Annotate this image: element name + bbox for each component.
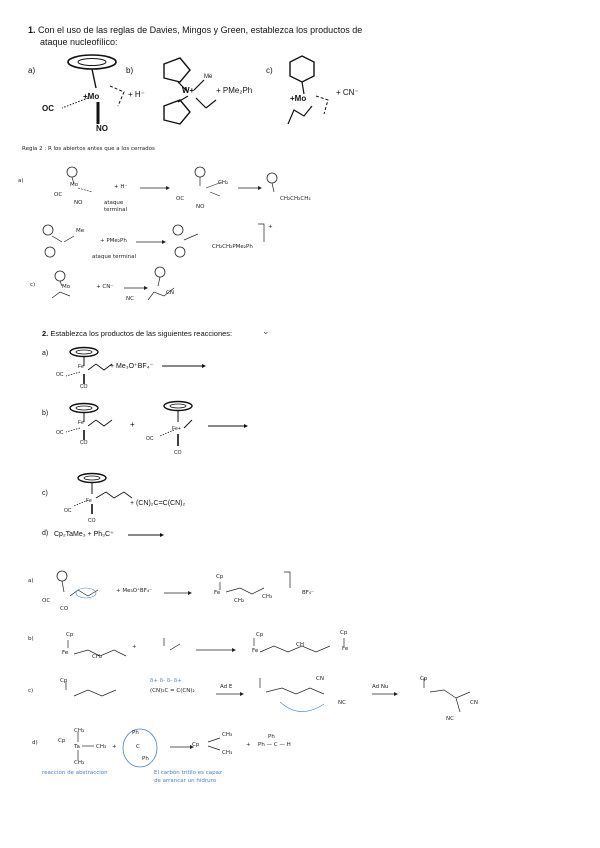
molecule-2c-fe: Fe	[86, 498, 92, 504]
notes-2c-cn-1: CN	[316, 676, 324, 682]
notes-1a-oc: OC	[54, 192, 63, 198]
notes-2b-reagent	[150, 634, 190, 664]
notes-2d-prod-cp: Cp	[192, 742, 200, 748]
problem-1-line1: Con el uso de las reglas de Davies, Mingos y Green, establezca los productos de	[38, 25, 363, 35]
notes-2c-arrow-2	[372, 691, 398, 697]
notes-2a-arrow	[164, 590, 192, 596]
notes-2a-label: a)	[28, 578, 34, 584]
notes-2b-plus: +	[132, 644, 137, 650]
notes-1a-no: NO	[74, 200, 83, 206]
notes-1c-reagent: + CN⁻	[96, 284, 114, 290]
notes-2a-oc: OC	[42, 598, 51, 604]
notes-1a-prod-no: NO	[196, 204, 205, 210]
notes-2a-reactant	[44, 570, 124, 610]
notes-1b-me: Me	[76, 228, 85, 234]
molecule-1b-me: Me	[204, 74, 213, 80]
molecule-1c-mo: +Mo	[290, 94, 307, 103]
problem-1-line2: ataque nucleofílico:	[40, 37, 118, 47]
notes-1a-arrow	[140, 185, 170, 191]
problem-1a-label: a)	[28, 66, 36, 75]
molecule-1c-reagent: + CN⁻	[336, 88, 359, 97]
notes-2d-c: C	[136, 744, 140, 750]
notes-2d-note-right-2: de arrancar un hidruro	[154, 778, 217, 784]
notes-1a-prod-ch2: CH₂	[218, 180, 229, 186]
problem-2d-label: d)	[42, 530, 49, 537]
notes-1a-product-1	[186, 166, 236, 206]
notes-2b-prod-fe: Fe	[252, 648, 259, 654]
molecule-1a-no: NO	[96, 124, 108, 133]
notes-2b-prod-ch: CH	[296, 642, 304, 648]
notes-2c-nc-1: NC	[338, 700, 346, 706]
chevron-down-icon[interactable]: ⌄	[262, 326, 270, 336]
notes-2a-co: CO	[60, 606, 69, 612]
problem-1b-label: b)	[126, 66, 134, 75]
notes-2a-bracket	[284, 572, 294, 590]
notes-1c-prod-nc: NC	[126, 296, 134, 302]
notes-2c-above: δ+ δ- δ- δ+	[150, 678, 182, 684]
problem-1-statement	[28, 24, 373, 48]
notes-2a-prod-ch2: CH₂	[234, 598, 245, 604]
molecule-1a-mo: +Mo	[83, 92, 100, 101]
notes-2b-prod-cp: Cp	[256, 632, 264, 638]
notes-2d-prod-ph-top: Ph	[268, 734, 275, 740]
notes-1b-caption: ataque terminal	[92, 254, 136, 260]
notes-2b-arrow	[196, 647, 236, 653]
problem-2d-text: Cp₂TaMe₃ + Ph₃C⁺	[54, 531, 114, 538]
notes-1a-mo: Mo	[70, 182, 79, 188]
molecule-1a-oc: OC	[42, 104, 54, 113]
notes-2c-arrow-1	[216, 691, 244, 697]
notes-2d-label: d)	[32, 740, 38, 746]
notes-2d-ch3-bottom: CH₃	[74, 760, 85, 766]
notes-2b-fe: Fe	[62, 650, 69, 656]
notes-2a-prod-ch3: CH₃	[262, 594, 273, 600]
molecule-2a-fe: Fe	[78, 364, 84, 370]
notes-2b-cp: Cp	[66, 632, 74, 638]
problem-1c-label: c)	[266, 66, 273, 75]
notes-2c-label: c)	[28, 688, 34, 694]
problem-1-number: 1.	[28, 25, 36, 35]
problem-2a-reagent: + Me₃O⁺BF₄⁻	[110, 363, 154, 370]
notes-2d-prod-plus: +	[246, 742, 251, 748]
notes-2c-reagent: (CN)₂C = C(CN)₂	[150, 688, 195, 694]
notes-2c-cn-2: CN	[470, 700, 478, 706]
molecule-2c-structure	[66, 470, 146, 526]
notes-1a-arrow-2	[238, 185, 262, 191]
notes-1a-prod-oc: OC	[176, 196, 185, 202]
problem-2-statement	[42, 328, 232, 340]
notes-2d-prod-ch3-1: CH₃	[222, 732, 233, 738]
notes-2d-product	[192, 732, 242, 762]
notes-2b-ch2: CH₂	[92, 654, 103, 660]
notes-2d-ch3-top: CH₃	[74, 728, 85, 734]
notes-2b-reactant	[42, 638, 132, 668]
notes-1b-product	[170, 222, 210, 262]
notes-1-header: Regla 2 : R los abiertos antes que a los cerrados	[22, 146, 155, 152]
notes-2d-prod-ch3-2: CH₃	[222, 750, 233, 756]
notes-1a-caption-1: ataque	[104, 200, 124, 206]
notes-2b-prod-fe-2: Fe	[342, 646, 349, 652]
notes-2d-trityl-circle	[120, 726, 160, 770]
problem-2a-arrow	[162, 363, 206, 369]
molecule-1a-reagent: + H⁻	[128, 90, 145, 99]
molecule-2b-right-co: CO	[174, 450, 182, 456]
notes-2d-cp: Cp	[58, 738, 66, 744]
problem-2b-arrow	[208, 423, 248, 429]
problem-2-panel	[36, 326, 286, 542]
notes-2c-reactant	[44, 680, 134, 710]
molecule-2a-co: CO	[80, 384, 88, 390]
notes-1c-product	[140, 266, 190, 306]
notes-1c-label: c)	[30, 282, 36, 288]
notes-1b-arrow	[136, 239, 166, 245]
notes-2b-label: b)	[28, 636, 34, 642]
molecule-2c-co: CO	[88, 518, 96, 524]
molecule-1b-w: W+	[182, 86, 195, 95]
problem-2b-plus: +	[130, 420, 135, 429]
notes-1c-mo: Mo	[62, 284, 71, 290]
notes-2d-ph-top: Ph	[132, 730, 139, 736]
notes-1b-product-text: CH₂CH₂PMe₂Ph	[212, 244, 253, 250]
notes-2d-note-right-1: El carbón tritilo es capaz	[154, 770, 222, 776]
notes-2d-ph-bottom: Ph	[142, 756, 149, 762]
problem-2-number: 2.	[42, 329, 49, 338]
notes-1b-charge: ⁺	[268, 224, 273, 234]
problem-2c-label: c)	[42, 490, 48, 497]
notes-2d-ch3-right: CH₃	[96, 744, 107, 750]
notes-2c-step1: Ad E	[220, 684, 233, 690]
notes-2d-arrow	[170, 744, 194, 750]
problem-1-panel	[20, 20, 372, 138]
notes-1c-prod-cn: CN	[166, 290, 174, 296]
molecule-2b-left-oc: OC	[56, 430, 64, 436]
molecule-2b-right-fe: Fe+	[172, 426, 181, 432]
notes-2c-nc-2: NC	[446, 716, 454, 722]
notes-1b-reagent: + PMe₂Ph	[100, 238, 127, 244]
notes-2a-prod-cp: Cp	[216, 574, 224, 580]
molecule-2b-left	[58, 400, 128, 450]
problem-2b-label: b)	[42, 410, 49, 417]
notes-2c-intermediate	[244, 676, 364, 720]
molecule-2b-left-co: CO	[80, 440, 88, 446]
notes-1a-prod-2: CH₂CH₂CH₃	[280, 196, 311, 202]
notes-2d-ph3c: Ph — C — H	[258, 742, 291, 748]
notes-1a-h: + H⁻	[114, 184, 128, 190]
notes-2b-prod-cp-2: Cp	[340, 630, 348, 636]
molecule-2b-left-fe: Fe	[78, 420, 84, 426]
molecule-1b-reagent: + PMe₂Ph	[216, 86, 253, 95]
molecule-2c-oc: OC	[64, 508, 72, 514]
notes-1a-label: a)	[18, 178, 24, 184]
problem-2-text: Establezca los productos de las siguientes reacciones:	[50, 329, 233, 338]
notes-2a-counter: BF₄⁻	[302, 590, 315, 596]
problem-2c-reagent: + (CN)₂C=C(CN)₂	[130, 500, 186, 507]
molecule-2b-right-oc: OC	[146, 436, 154, 442]
problem-2d-arrow	[128, 532, 164, 538]
notes-2c-prod-cp: Cp	[420, 676, 428, 682]
notes-2a-prod-fe: Fe	[214, 590, 221, 596]
notes-1b-reactant	[40, 222, 80, 262]
notes-2c-step2: Ad Nu	[372, 684, 389, 690]
notes-2a-reagent: + Me₃O⁺BF₄⁻	[116, 588, 152, 594]
molecule-2a-oc: OC	[56, 372, 64, 378]
problem-2a-label: a)	[42, 350, 49, 357]
notes-2d-note-left: reacción de abstracción	[42, 770, 108, 776]
notes-2c-cp: Cp	[60, 678, 68, 684]
notes-1b-bracket	[258, 224, 268, 244]
notes-2d-plus: +	[112, 744, 117, 750]
notes-2d-ta: Ta	[74, 744, 80, 750]
notes-1a-caption-2: terminal	[104, 207, 127, 213]
